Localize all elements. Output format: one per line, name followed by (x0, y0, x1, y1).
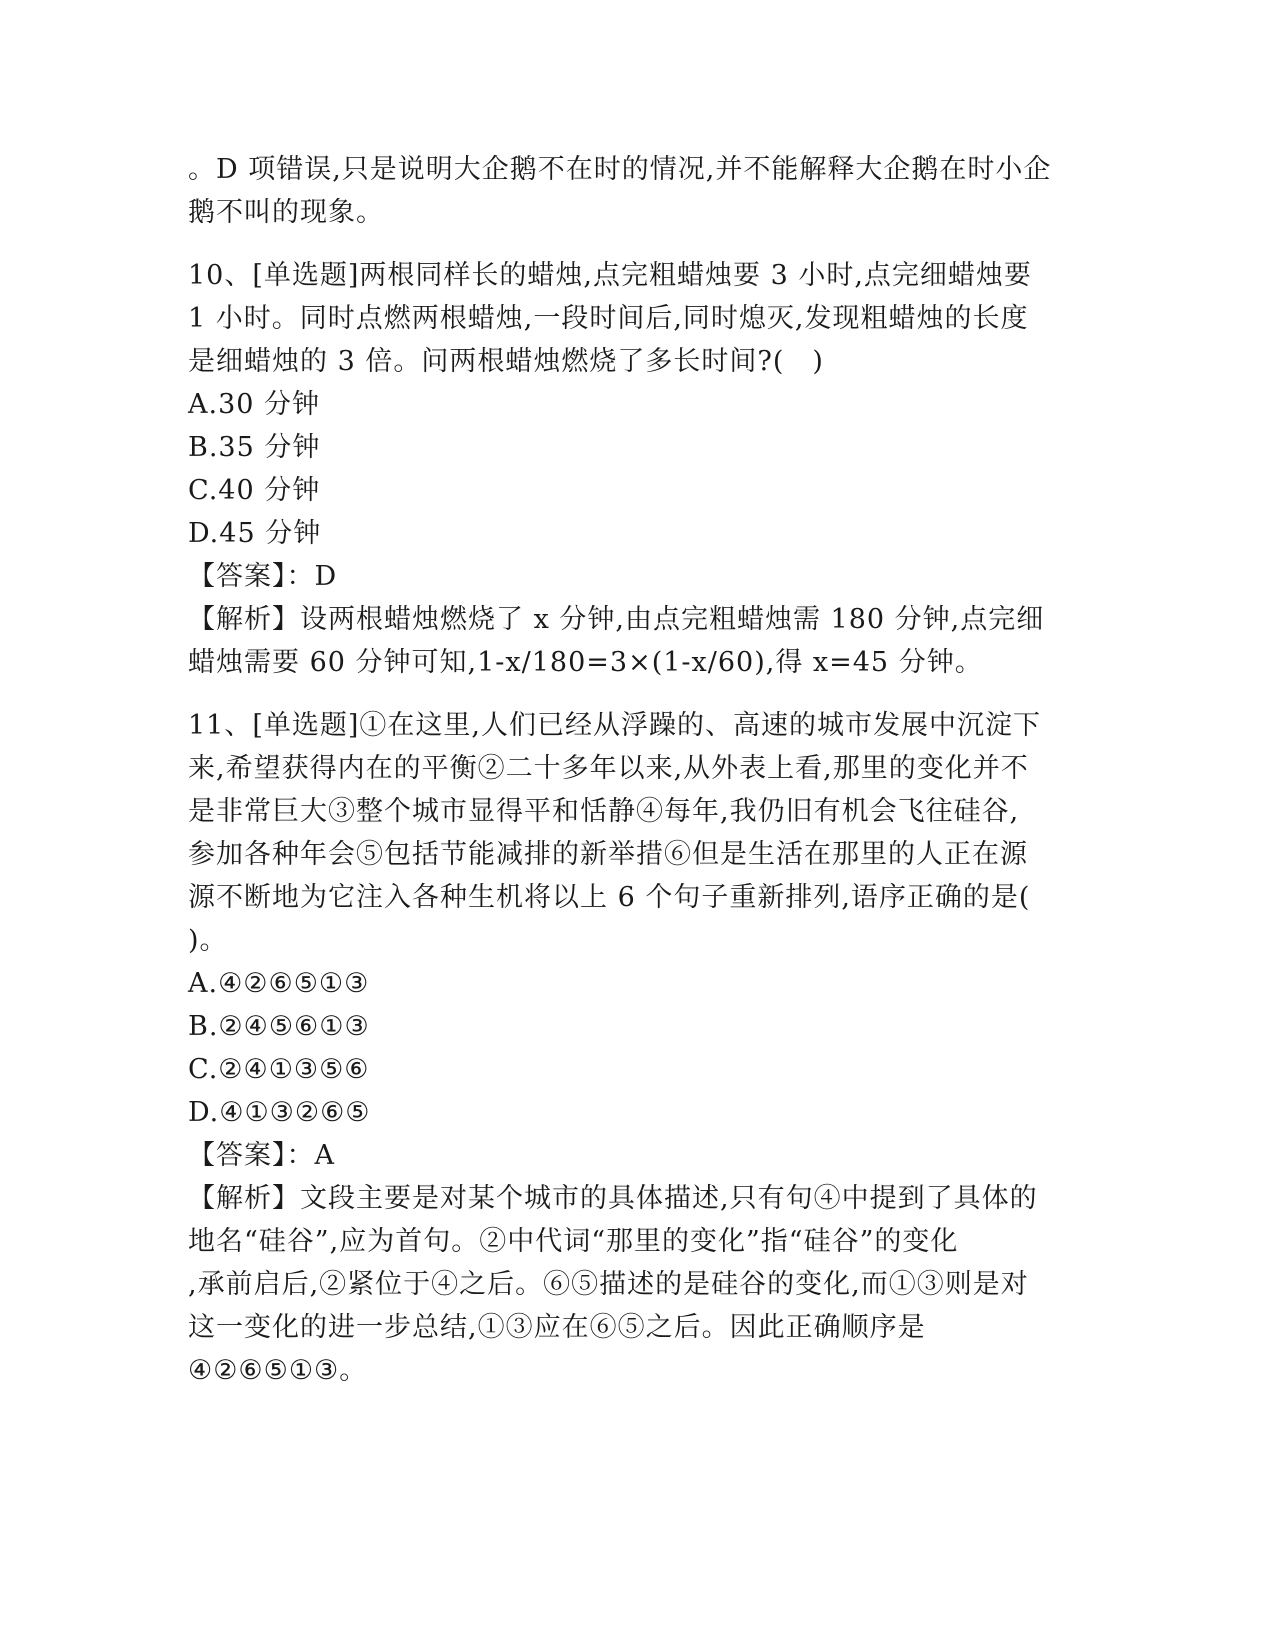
text-line: 这一变化的进一步总结,①③应在⑥⑤之后。因此正确顺序是 (188, 1312, 926, 1343)
question-stem (188, 704, 1088, 962)
question-stem (188, 254, 1088, 383)
text-line: 地名“硅谷”,应为首句。②中代词“那里的变化”指“硅谷”的变化 (188, 1226, 959, 1257)
option-d: D.45 分钟 (188, 518, 322, 549)
question-10 (188, 254, 1088, 684)
analysis (188, 598, 1088, 684)
answer-line: 【答案】：A (188, 1140, 335, 1171)
text-line: 【解析】设两根蜡烛燃烧了 x 分钟,由点完粗蜡烛需 180 分钟,点完细 (188, 604, 1045, 635)
text-line: 来,希望获得内在的平衡②二十多年以来,从外表上看,那里的变化并不 (188, 753, 1029, 784)
spacer (188, 234, 1088, 254)
option-list (188, 383, 1088, 555)
text-line: 蜡烛需要 60 分钟可知,1-x/180=3×(1-x/60),得 x=45 分钟。 (188, 647, 983, 678)
text-line: ④②⑥⑤①③。 (188, 1355, 368, 1386)
option-b: B.35 分钟 (188, 432, 321, 463)
text-line: )。 (188, 925, 228, 956)
text-line: 鹅不叫的现象。 (188, 197, 384, 228)
question-11 (188, 704, 1088, 1392)
text-line: 1 小时。同时点燃两根蜡烛,一段时间后,同时熄灭,发现粗蜡烛的长度 (188, 303, 1029, 334)
option-c: C.40 分钟 (188, 475, 321, 506)
option-d: D.④①③②⑥⑤ (188, 1097, 371, 1128)
text-line: 。D 项错误,只是说明大企鹅不在时的情况,并不能解释大企鹅在时小企 (188, 154, 1052, 185)
option-c: C.②④①③⑤⑥ (188, 1054, 370, 1085)
text-line: ,承前启后,②紧位于④之后。⑥⑤描述的是硅谷的变化,而①③则是对 (188, 1269, 1029, 1300)
text-line: 源不断地为它注入各种生机将以上 6 个句子重新排列,语序正确的是( (188, 882, 1031, 913)
previous-analysis-tail (188, 148, 1088, 234)
text-line: 参加各种年会⑤包括节能减排的新举措⑥但是生活在那里的人正在源 (188, 839, 1028, 870)
analysis (188, 1177, 1088, 1392)
option-a: A.30 分钟 (188, 389, 321, 420)
option-a: A.④②⑥⑤①③ (188, 968, 370, 999)
text-line: 【解析】文段主要是对某个城市的具体描述,只有句④中提到了具体的 (188, 1183, 1038, 1214)
document-page (188, 148, 1088, 1392)
text-line: 是非常巨大③整个城市显得平和恬静④每年,我仍旧有机会飞往硅谷, (188, 796, 1020, 827)
option-list (188, 962, 1088, 1134)
text-line: 11、[单选题]①在这里,人们已经从浮躁的、高速的城市发展中沉淀下 (188, 710, 1042, 741)
option-b: B.②④⑤⑥①③ (188, 1011, 370, 1042)
text-line: 是细蜡烛的 3 倍。问两根蜡烛燃烧了多长时间?( ) (188, 346, 824, 377)
answer-line: 【答案】：D (188, 561, 338, 592)
spacer (188, 684, 1088, 704)
text-line: 10、[单选题]两根同样长的蜡烛,点完粗蜡烛要 3 小时,点完细蜡烛要 (188, 260, 1032, 291)
